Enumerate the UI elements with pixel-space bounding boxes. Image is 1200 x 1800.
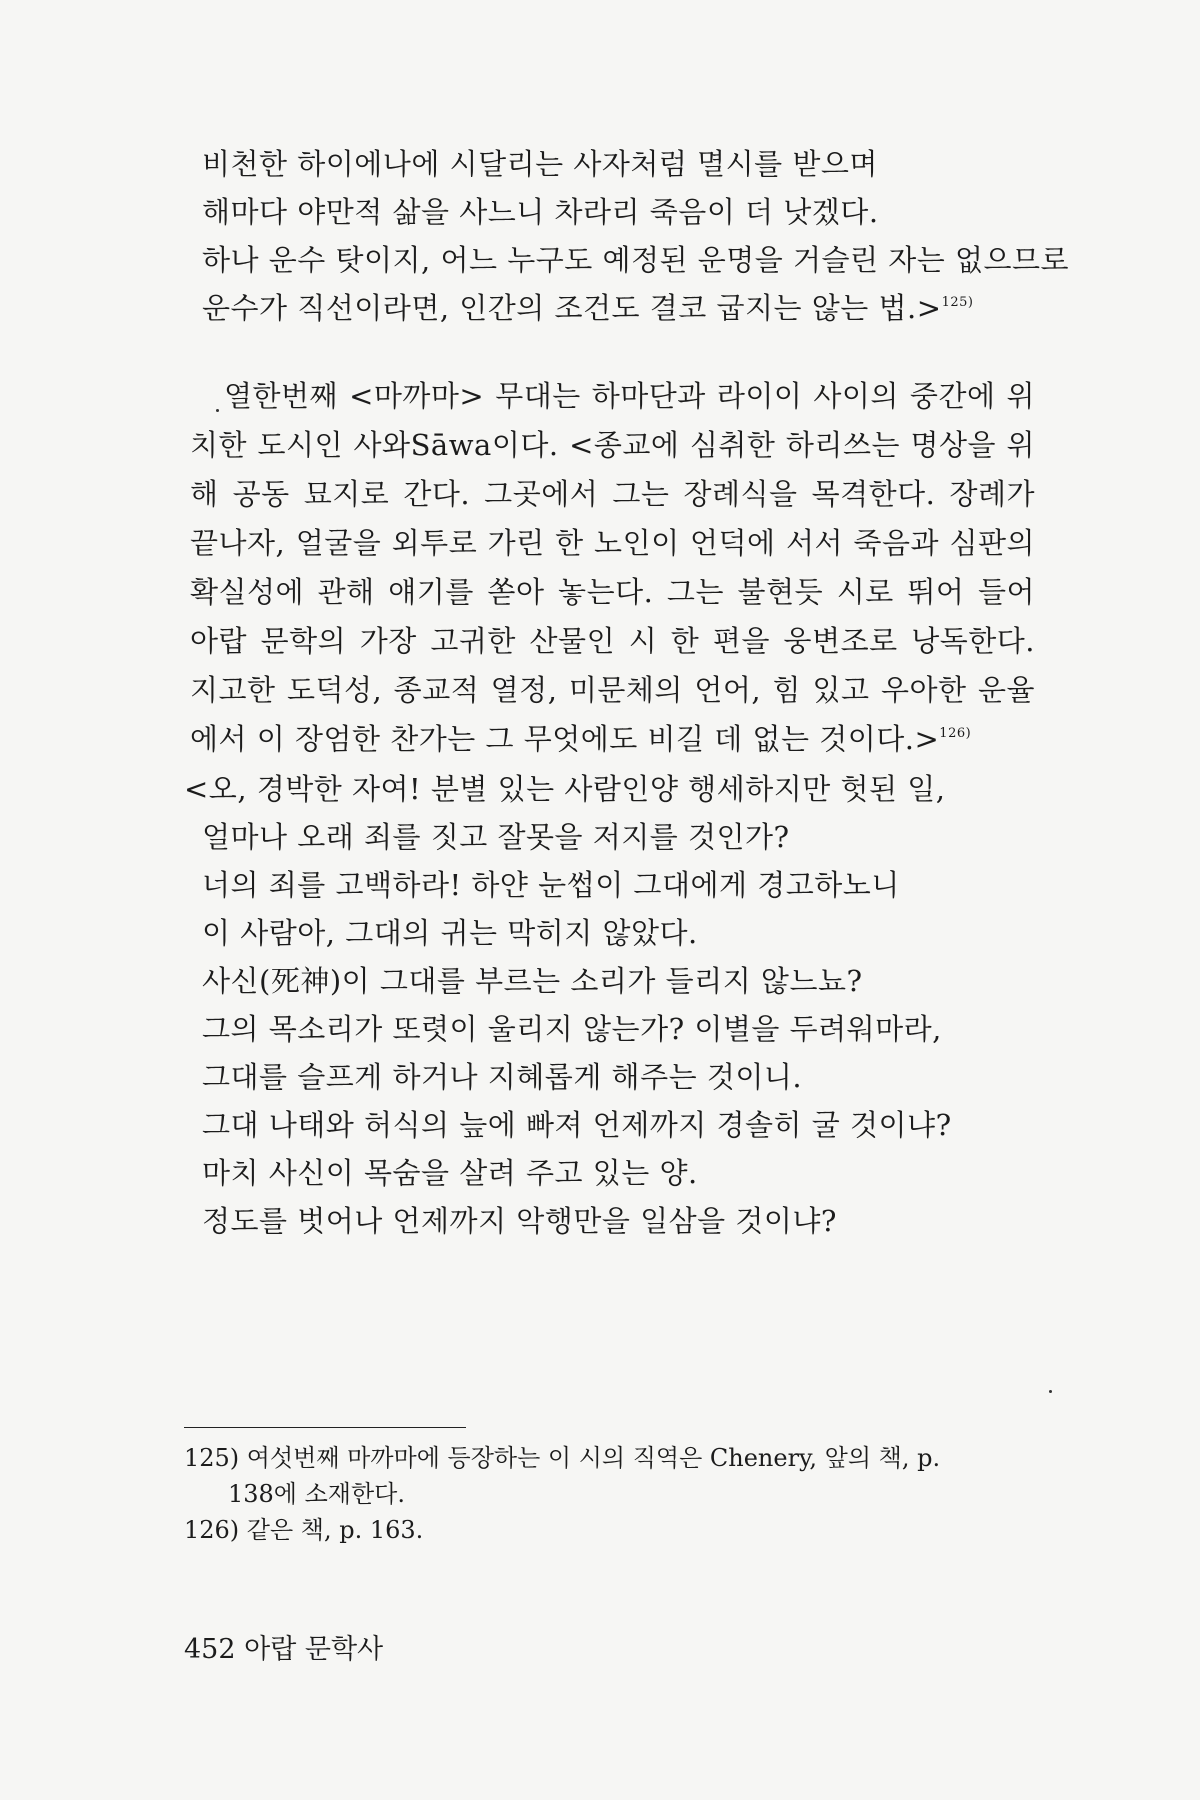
- verse-line: 그대를 슬프게 하거나 지혜롭게 해주는 것이니.: [202, 1060, 803, 1094]
- verse-line: 그대 나태와 허식의 늪에 빠져 언제까지 경솔히 굴 것이냐?: [202, 1108, 952, 1142]
- footnote-125-line2: 138에 소재한다.: [228, 1480, 405, 1508]
- verse-line: 비천한 하이에나에 시달리는 사자처럼 멸시를 받으며: [202, 147, 878, 181]
- footnote-rule: [184, 1427, 466, 1428]
- body-paragraph: [190, 372, 1035, 764]
- verse-line: 마치 사신이 목숨을 살려 주고 있는 양.: [202, 1156, 698, 1190]
- verse-line: 그의 목소리가 또렷이 울리지 않는가? 이별을 두려워마라,: [202, 1012, 942, 1046]
- paragraph-text: 열한번째 <마까마> 무대는 하마단과 라이이 사이의 중간에 위치한 도시인 사와Sāwa이다. <종교에 심취한 하리쓰는 명상을 위해 공동 묘지로 간다. 그곳에서 그는 장례식을 목격한다. 장례가 끝나자, 얼굴을 외투로 가린 한 노인이 언덕에 서서 죽음과 심판의 확실성에 관해 얘기를 쏟아 놓는다. 그는 불현듯 시로 뛰어 들어 아랍 문학의 가장 고귀한 산물인 시 한 편을 웅변조로 낭독한다. 지고한 도덕성, 종교적 열정, 미문체의 언어, 힘 있고 우아한 운율에서 이 장엄한 찬가는 그 무엇에도 비길 데 없는 것이다.>: [190, 379, 1035, 756]
- verse-text: 운수가 직선이라면, 인간의 조건도 결코 굽지는 않는 법.>: [202, 291, 942, 325]
- verse-line: 너의 죄를 고백하라! 하얀 눈썹이 그대에게 경고하노니: [202, 868, 900, 902]
- page-footer: [184, 1633, 383, 1667]
- verse-line: 정도를 벗어나 언제까지 악행만을 일삼을 것이냐?: [202, 1204, 837, 1238]
- print-speck: [216, 409, 219, 412]
- verse-line: 사신(死神)이 그대를 부르는 소리가 들리지 않느뇨?: [202, 964, 863, 998]
- footnote-ref-126: 126): [939, 726, 972, 741]
- verse-line: 이 사람아, 그대의 귀는 막히지 않았다.: [202, 916, 698, 950]
- footnote-ref-125: 125): [941, 295, 974, 310]
- page-number: 452: [184, 1634, 236, 1665]
- print-speck: [1049, 1390, 1052, 1393]
- verse-line: <오, 경박한 자여! 분별 있는 사람인양 행세하지만 헛된 일,: [184, 772, 946, 806]
- verse-line: 해마다 야만적 삶을 사느니 차라리 죽음이 더 낫겠다.: [202, 195, 879, 229]
- book-title: 아랍 문학사: [244, 1634, 384, 1665]
- verse-line: 하나 운수 탓이지, 어느 누구도 예정된 운명을 거슬린 자는 없으므로: [202, 243, 1070, 277]
- verse-line-last: [202, 288, 973, 328]
- verse-line: 얼마나 오래 죄를 짓고 잘못을 저지를 것인가?: [202, 820, 790, 854]
- footnote-125-line1: 125) 여섯번째 마까마에 등장하는 이 시의 직역은 Chenery, 앞의 책, p.: [184, 1444, 941, 1472]
- footnote-126: 126) 같은 책, p. 163.: [184, 1516, 424, 1544]
